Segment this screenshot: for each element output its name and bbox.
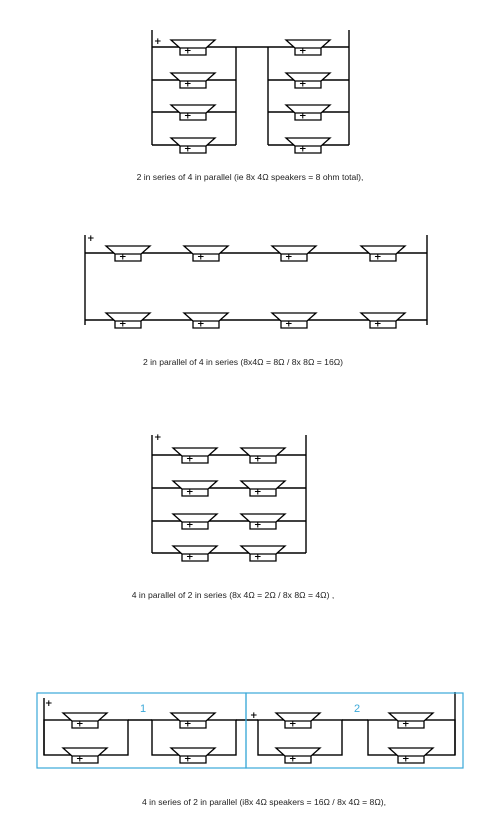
overlay-layer [37, 37, 463, 807]
speaker-polarity-mark: + [184, 144, 192, 155]
polarity-mark-4a: + [45, 699, 53, 709]
wiring-layer [44, 30, 455, 755]
caption-diagram-4: 4 in series of 2 in parallel (i8x 4Ω speakers = 16Ω / 8x 4Ω = 8Ω), [142, 797, 386, 807]
speaker-icon [171, 748, 215, 765]
speaker-polarity-mark: + [119, 319, 127, 330]
speaker-polarity-mark: + [197, 252, 205, 263]
speaker-icon [276, 748, 320, 765]
speaker-icon [63, 713, 107, 730]
speaker-icon [173, 546, 217, 563]
speaker-icon [286, 138, 330, 155]
group-1-label: 1 [140, 703, 147, 715]
speaker-polarity-mark: + [285, 252, 293, 263]
speaker-icon [361, 246, 405, 263]
speaker-icon [389, 748, 433, 765]
group-2-label: 2 [354, 703, 361, 715]
speaker-polarity-mark: + [402, 719, 410, 730]
speakers-layer [63, 40, 433, 765]
speaker-polarity-mark: + [76, 754, 84, 765]
speaker-icon [241, 481, 285, 498]
speaker-icon [184, 313, 228, 330]
speaker-icon [286, 105, 330, 122]
caption-diagram-3: 4 in parallel of 2 in series (8x 4Ω = 2Ω / 8x 8Ω = 4Ω) , [131, 590, 335, 600]
speaker-polarity-mark: + [197, 319, 205, 330]
speaker-icon [171, 713, 215, 730]
speaker-icon [286, 73, 330, 90]
speaker-polarity-mark: + [289, 719, 297, 730]
speaker-polarity-mark: + [374, 319, 382, 330]
speaker-polarity-mark: + [299, 79, 307, 90]
speaker-polarity-mark: + [254, 487, 262, 498]
speaker-polarity-mark: + [184, 111, 192, 122]
speaker-icon [171, 138, 215, 155]
speaker-icon [272, 313, 316, 330]
speaker-polarity-mark: + [186, 454, 194, 465]
speaker-polarity-mark: + [184, 719, 192, 730]
speaker-icon [106, 313, 150, 330]
speaker-icon [241, 546, 285, 563]
polarity-mark-1: + [154, 37, 162, 47]
speaker-icon [286, 40, 330, 57]
speaker-polarity-mark: + [119, 252, 127, 263]
polarity-mark-3: + [154, 433, 162, 443]
speaker-icon [171, 105, 215, 122]
speaker-polarity-mark: + [76, 719, 84, 730]
speaker-polarity-mark: + [186, 487, 194, 498]
caption-diagram-2: 2 in parallel of 4 in series (8x4Ω = 8Ω / 8x 8Ω = 16Ω) [142, 357, 344, 367]
speaker-polarity-mark: + [254, 552, 262, 563]
speaker-polarity-mark: + [186, 552, 194, 563]
speaker-polarity-mark: + [184, 46, 192, 57]
polarity-mark-4b: + [250, 711, 258, 721]
speaker-polarity-mark: + [184, 754, 192, 765]
speaker-icon [171, 40, 215, 57]
speaker-icon [184, 246, 228, 263]
speaker-icon [63, 748, 107, 765]
polarity-mark-2: + [87, 234, 95, 244]
speaker-polarity-mark: + [285, 319, 293, 330]
speaker-polarity-mark: + [374, 252, 382, 263]
speaker-icon [173, 448, 217, 465]
speaker-icon [173, 514, 217, 531]
speaker-icon [241, 448, 285, 465]
speaker-icon [173, 481, 217, 498]
speaker-icon [389, 713, 433, 730]
speaker-polarity-mark: + [402, 754, 410, 765]
speaker-polarity-mark: + [186, 520, 194, 531]
speaker-polarity-mark: + [299, 46, 307, 57]
speaker-polarity-mark: + [184, 79, 192, 90]
speaker-icon [361, 313, 405, 330]
speaker-polarity-mark: + [299, 144, 307, 155]
caption-diagram-1: 2 in series of 4 in parallel (ie 8x 4Ω speakers = 8 ohm total), [136, 172, 364, 182]
speaker-polarity-mark: + [299, 111, 307, 122]
speaker-polarity-mark: + [254, 520, 262, 531]
speaker-icon [171, 73, 215, 90]
speaker-polarity-mark: + [289, 754, 297, 765]
speaker-icon [241, 514, 285, 531]
speaker-polarity-mark: + [254, 454, 262, 465]
speaker-icon [106, 246, 150, 263]
speaker-icon [276, 713, 320, 730]
speaker-icon [272, 246, 316, 263]
